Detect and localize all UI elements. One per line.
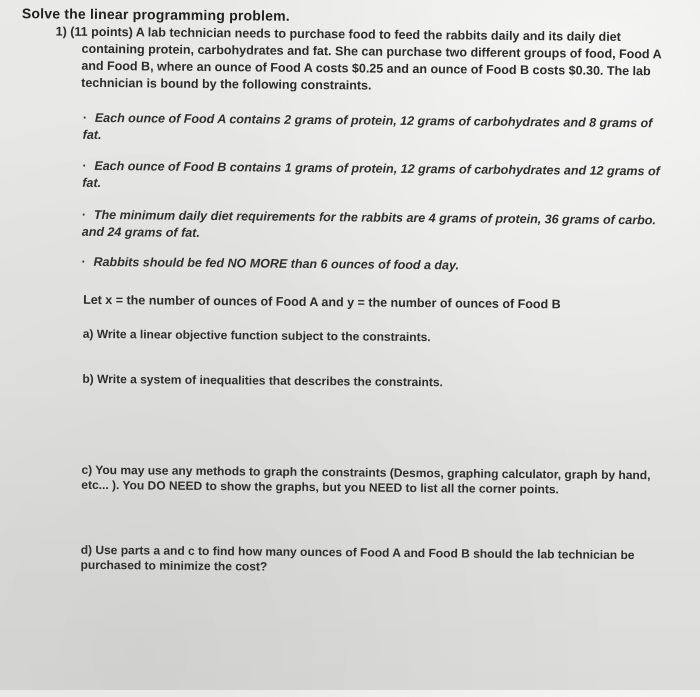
constraint-minimum-text: The minimum daily diet requirements for the rabbits are 4 grams of protein, 36 grams of carbo. and 24 grams of fat.	[81, 207, 656, 240]
constraint-food-a-text: Each ounce of Food A contains 2 grams of protein, 12 grams of carbohydrates and 8 grams of fat.	[82, 110, 653, 142]
bullet-icon: ·	[82, 110, 88, 125]
problem-statement	[55, 24, 671, 98]
constraint-max-food-text: Rabbits should be fed NO MORE than 6 ounces of food a day.	[93, 254, 460, 273]
bullet-icon: ·	[81, 207, 87, 222]
constraint-food-b-text: Each ounce of Food B contains 1 grams of protein, 12 grams of carbohydrates and 12 grams of fat.	[82, 158, 660, 190]
part-d-question: d) Use parts a and c to find how many ounces of Food A and Food B should the lab technician be purchased to minimize the cost?	[80, 542, 635, 574]
variable-definition: Let x = the number of ounces of Food A and y = the number of ounces of Food B	[83, 292, 561, 312]
bullet-icon: ·	[81, 254, 86, 269]
part-b-question: b) Write a system of inequalities that describes the constraints.	[82, 371, 443, 390]
bullet-icon: ·	[82, 158, 87, 173]
constraint-minimum-requirements	[82, 207, 672, 247]
page-title: Solve the linear programming problem.	[21, 5, 290, 24]
constraint-max-food	[81, 254, 671, 277]
constraint-food-b	[82, 158, 672, 198]
part-a-question: a) Write a linear objective function subject to the constraints.	[82, 326, 431, 345]
problem-intro: 1) (11 points) A lab technician needs to purchase food to feed the rabbits daily and its daily diet containing protein, carbohydrates and fat. She can purchase two different groups of food, Food A and Food B, where an ounce of Food A costs $0.25 and an ounce of Food B costs $0.30. The lab technician is bound by the following constraints.	[55, 24, 662, 93]
part-c-question: c) You may use any methods to graph the constraints (Desmos, graphing calculator, graph by hand, etc... ). You DO NEED to show the graphs, but you NEED to list all the corner points.	[81, 462, 651, 497]
constraint-food-a	[83, 110, 673, 150]
